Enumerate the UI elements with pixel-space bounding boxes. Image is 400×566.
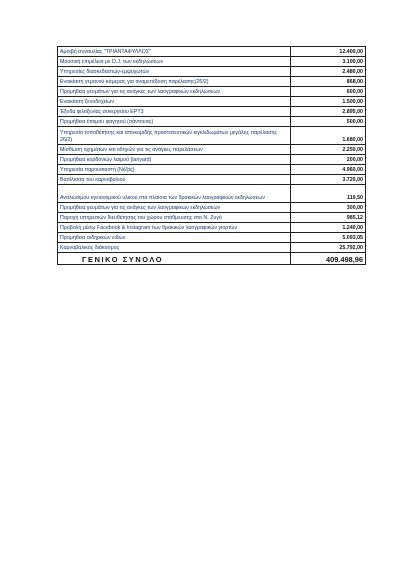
expense-amount: 500,00 xyxy=(291,117,366,127)
table-row xyxy=(58,233,366,243)
table-row xyxy=(58,165,366,175)
expense-description: Προμήθεια κορδονιών λαιμού (lanyard) xyxy=(58,155,291,165)
expense-description: Προμήθεια γευμάτων για τις ανάγκες των λαογραφικών εκδηλώσεων xyxy=(58,203,291,213)
expense-description: Προβολή μέσω Facebook & Instagram των θρακικών λαογραφικών γιορτών xyxy=(58,223,291,233)
expense-amount: 12.400,00 xyxy=(291,47,366,57)
expense-amount: 1.680,00 xyxy=(291,127,366,145)
expense-description: Ενοικίαση γερανού κάμερας για αναμετάδοση παρέλασης(26/2) xyxy=(58,77,291,87)
expense-description: Έξοδα φιλοξενίας συνεργείου ΕΡΤ3 xyxy=(58,107,291,117)
table-row xyxy=(58,185,366,203)
expense-table xyxy=(57,46,366,265)
expense-description: Προμήθεια σιδηρικών ειδών xyxy=(58,233,291,243)
table-row xyxy=(58,213,366,223)
expense-amount: 2.250,00 xyxy=(291,145,366,155)
expense-description: Υπηρεσία παρουσιαστή (Νέζος) xyxy=(58,165,291,175)
expense-description: Μίσθωση οχημάτων και οδηγών για τις ανάγκες παρελάσεων xyxy=(58,145,291,155)
expense-amount: 3.720,00 xyxy=(291,175,366,185)
expense-description: Αναλώσιμου υγειονομικού υλικού στα πλαίσια των θρακικών λαογραφικών εκδηλώσεων xyxy=(58,185,291,203)
expense-description: Υπηρεσία τοποθέτησης και αποκομιδής προστατευτικών κιγκλιδωμάτων μεγάλης παρέλασης 26/2) xyxy=(58,127,291,145)
grand-total-amount: 409.498,96 xyxy=(291,253,366,265)
expense-amount: 985,12 xyxy=(291,213,366,223)
expense-amount: 2.480,00 xyxy=(291,67,366,77)
expense-amount: 4.960,00 xyxy=(291,165,366,175)
expense-amount: 119,50 xyxy=(291,185,366,203)
expense-amount: 1.240,00 xyxy=(291,223,366,233)
expense-description: Μουσική επιμέλεια με D.J. των εκδηλώσεων xyxy=(58,57,291,67)
expense-description: Αμοιβή συναυλίας "ΤΡΙΑΝΤΑΦΥΛΛΟΣ" xyxy=(58,47,291,57)
table-row xyxy=(58,117,366,127)
expense-amount: 25.792,00 xyxy=(291,243,366,253)
expense-table-body xyxy=(58,47,366,265)
table-row xyxy=(58,97,366,107)
expense-amount: 3.100,00 xyxy=(291,57,366,67)
expense-amount: 2.895,00 xyxy=(291,107,366,117)
table-row xyxy=(58,77,366,87)
table-row xyxy=(58,145,366,155)
expense-amount: 300,00 xyxy=(291,203,366,213)
table-row xyxy=(58,243,366,253)
table-row xyxy=(58,127,366,145)
table-row xyxy=(58,223,366,233)
expense-description: Ενοικίαση ξενοδοχείων xyxy=(58,97,291,107)
expense-description: Προμήθεια γευμάτων για τις ανάγκες των λαογραφικών εκδηλώσεων xyxy=(58,87,291,97)
table-row xyxy=(58,57,366,67)
expense-amount: 868,00 xyxy=(291,77,366,87)
table-row xyxy=(58,155,366,165)
table-row xyxy=(58,67,366,77)
expense-description: Παροχή υπηρεσιών διευθέτησης του χώρου στάθμευσης στο Ν. Ζυγό xyxy=(58,213,291,223)
table-row xyxy=(58,87,366,97)
grand-total-label: ΓΕΝΙΚΟ ΣΥΝΟΛΟ xyxy=(58,253,291,265)
expense-description: Υπηρεσίες διασκεδαστών-εμψυχωτών xyxy=(58,67,291,77)
expense-description: Προμήθεια έτοιμου φαγητού (σάντουιτς) xyxy=(58,117,291,127)
expense-amount: 5.093,05 xyxy=(291,233,366,243)
table-row xyxy=(58,203,366,213)
expense-amount: 1.500,00 xyxy=(291,97,366,107)
expense-description: Βασίλισσα του καρναβαλιού xyxy=(58,175,291,185)
table-row xyxy=(58,175,366,185)
expense-description: Καρναβαλικός διάκοσμος xyxy=(58,243,291,253)
expense-amount: 200,00 xyxy=(291,155,366,165)
expense-amount: 600,00 xyxy=(291,87,366,97)
table-row xyxy=(58,107,366,117)
table-row xyxy=(58,47,366,57)
grand-total-row xyxy=(58,253,366,265)
